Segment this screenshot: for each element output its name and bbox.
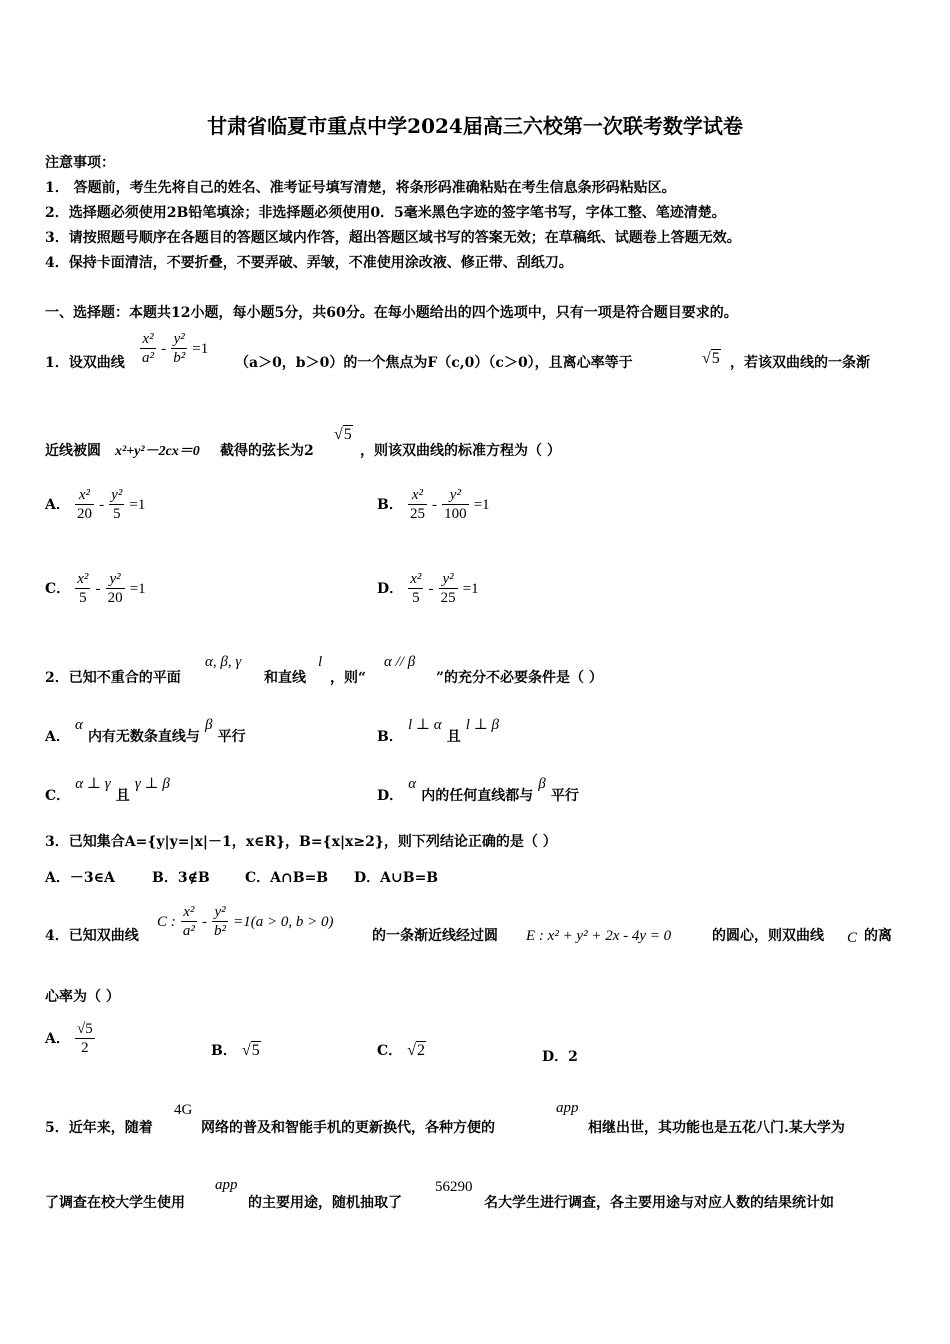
q1-line2-mid: 截得的弦长为2 [220,443,314,459]
q1-sqrt5-chord: √5 [334,426,352,443]
q3-option-d[interactable]: D．A∪B=B [354,870,439,886]
q4-stem-start: 4．已知双曲线 [45,928,139,944]
q5-line2-mid: 的主要用途，随机抽取了 [248,1195,402,1211]
q4-stem-line2: 心率为（ ） [45,989,120,1005]
q2-option-c[interactable]: C． α ⊥ γ 且 γ ⊥ β [45,776,170,804]
q2-stem-start: 2．已知不重合的平面 [45,670,181,686]
q4-option-d[interactable]: D．2 [542,1049,578,1065]
q2-line-l: l [318,654,323,670]
q5-stem-mid1: 网络的普及和智能手机的更新换代，各种方便的 [201,1120,495,1136]
q2-option-a[interactable]: A． α 内有无数条直线与 β 平行 [45,717,246,745]
q1-sqrt5: √5 [702,350,720,367]
q1-circle-equation: x²+y²－2cx＝0 [115,444,200,459]
q5-line2-end: 名大学生进行调查，各主要用途与对应人数的结果统计如 [484,1195,834,1211]
q3-option-c[interactable]: C．A∩B=B [245,870,329,886]
q1-line2-start: 近线被圆 [45,443,101,459]
q5-count: 56290 [435,1179,473,1195]
q1-condition: （a＞0，b＞0）的一个焦点为F（c,0）（c＞0），且离心率等于 [235,355,633,371]
q2-option-d[interactable]: D． α 内的任何直线都与 β 平行 [377,776,579,804]
q4-circle-equation: E : x² + y² + 2x - 4y = 0 [526,928,672,944]
q4-option-a[interactable]: A． $\frac{√5}{2}$ [45,1021,93,1056]
q4-option-c[interactable]: C． √2 [377,1042,426,1059]
section-heading: 一、选择题：本题共12小题，每小题5分，共60分。在每小题给出的四个选项中，只有一项是符合题目要求的。 [45,305,738,321]
q2-stem-mid1: 和直线 [264,670,306,686]
q4-stem-mid2: 的圆心，则双曲线 [712,928,824,944]
q5-4g: 4G [174,1102,193,1118]
q2-stem-end: ”的充分不必要条件是（ ） [436,670,603,686]
q1-stem-start: 1．设双曲线 [45,355,125,371]
q2-planes: α, β, γ [205,654,242,670]
q1-stem-tail: ，若该双曲线的一条渐 [730,355,870,371]
q2-stem-mid2: ，则“ [330,670,367,686]
q2-parallel: α // β [384,654,416,670]
q5-stem-mid2: 相继出世，其功能也是五花八门.某大学为 [588,1120,845,1136]
q4-option-b[interactable]: B． √5 [211,1042,260,1059]
q1-option-a[interactable]: A． $\frac{\text{x²}}{20}$ - $\frac{\text{y²}}{5}$ =1 [45,487,146,522]
q1-option-d[interactable]: D． $\frac{\text{x²}}{5}$ - $\frac{\text{y²}}{25}$ =1 [377,571,479,606]
q4-stem-end: 的离 [864,928,892,944]
q3-option-a[interactable]: A．－3∈A [45,870,115,886]
q5-stem-start: 5．近年来，随着 [45,1120,153,1136]
q3-stem: 3．已知集合A={y|y=|x|－1，x∈R}，B={x|x≥2}，则下列结论正确的是（ ） [45,834,557,850]
notice-item: 3．请按照题号顺序在各题目的答题区域内作答，超出答题区域书写的答案无效；在草稿纸、试题卷上答题无效。 [45,230,741,246]
q1-option-c[interactable]: C． $\frac{\text{x²}}{5}$ - $\frac{\text{y²}}{20}$ =1 [45,571,146,606]
q1-hyperbola-equation: $\frac{\text{x²}}{\text{a²}}$ - $\frac{\text{y²}}{\text{b²}}$ =1 [142,331,209,366]
q5-app: app [556,1100,579,1116]
q2-option-b[interactable]: B． l ⊥ α 且 l ⊥ β [377,717,500,745]
q1-option-b[interactable]: B． $\frac{\text{x²}}{25}$ - $\frac{\text{y²}}{100}$ =1 [377,487,490,522]
q4-hyperbola-equation: C : $\frac{\text{x²}}{\text{a²}}$ - $\frac{\text{y²}}{\text{b²}}$ =1(a > 0, b > 0) [157,904,334,939]
q4-stem-mid1: 的一条渐近线经过圆 [372,928,498,944]
page-title: 甘肃省临夏市重点中学2024届高三六校第一次联考数学试卷 [207,114,743,138]
q3-option-b[interactable]: B．3∉B [152,870,210,886]
notice-item: 4．保持卡面清洁，不要折叠，不要弄破、弄皱，不准使用涂改液、修正带、刮纸刀。 [45,255,573,271]
q5-app-2: app [215,1177,238,1193]
q5-line2-start: 了调查在校大学生使用 [45,1195,185,1211]
notice-item: 2．选择题必须使用2B铅笔填涂；非选择题必须使用0．5毫米黑色字迹的签字笔书写，字体工整、笔迹清楚。 [45,205,726,221]
notice-heading: 注意事项： [45,155,115,171]
notice-item: 1． 答题前，考生先将自己的姓名、准考证号填写清楚，将条形码准确粘贴在考生信息条形码粘贴区。 [45,180,676,196]
q1-line2-end: ，则该双曲线的标准方程为（ ） [360,443,561,459]
q4-curve-c: C [847,930,858,946]
